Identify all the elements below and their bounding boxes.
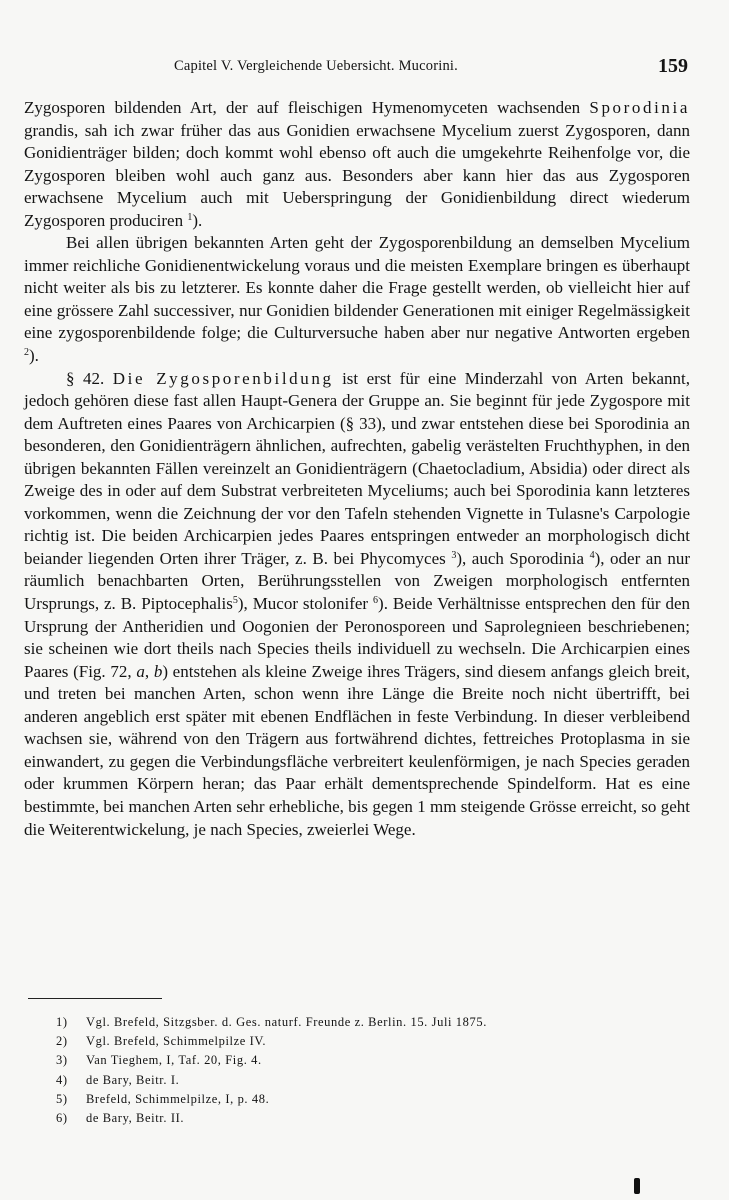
- section-number: § 42.: [66, 368, 113, 388]
- footnote-text: Vgl. Brefeld, Schimmelpilze IV.: [86, 1034, 267, 1049]
- text-run: Bei allen übrigen bekannten Arten geht der Zygosporenbildung an demselben Mycelium immer reichliche Gonidienentwickelung voraus und die meisten Exemplare bringen es überhaupt nicht weiter als bis zu letzterer. Es konnte daher die Frage gestellt werden, ob vielleicht hier auf eine grössere Zahl successiver, nur Gonidien bildender Generationen mit einiger Regelmässigkeit eine zygosporenbildende folge; die Culturversuche haben aber nur negative Antworten ergeben: [24, 233, 690, 343]
- figure-label-a: a: [136, 661, 145, 681]
- footnote-number: 1): [56, 1015, 68, 1029]
- footnote-text: de Bary, Beitr. II.: [86, 1111, 185, 1126]
- text-run: . Beide Verhältnisse entsprechen den für den Ursprung der Antheridien und Oogonien der Peronosporeen und Saprolegnieen beschriebenen; sie scheinen wie dort theils nach Species theils individuell zu wechseln. Die Archicarpien eines Paares (Fig. 72,: [24, 594, 690, 681]
- footnote-ref-4: 4: [589, 549, 595, 561]
- text-run: ,: [144, 661, 154, 681]
- footnote: [56, 1032, 676, 1051]
- text-run: ) entstehen als kleine Zweige ihres Trägers, sind diesem anfangs gleich breit, und treten bei manchen Arten, schon wenn ihre Länge die Breite noch nicht übertrifft, bei anderen angeblich erst später mit ebenen Endflächen in feste Verbindung. In dieser verbleibend wachsen sie, während von den Trägern aus fortwährend dichtes, fettreiches Protoplasma in sie einwandert, zu gegen die Verbindungsfläche verbreitert keulenförmigen, je nach Species geraden oder krummen Körpern heran; das Paar erhält dementsprechende Spindelform. Hat es eine bestimmte, bei manchen Arten sehr erhebliche, bis gegen 1 mm steigende Grösse erreicht, so geht die Weiterentwickelung, je nach Species, zweierlei Wege.: [24, 661, 690, 839]
- text-run: Zygosporen bildenden Art, der auf fleischigen Hymenomyceten wachsenden: [24, 98, 590, 117]
- footnote-number: 5): [56, 1091, 68, 1106]
- spaced-genus-name: Sporodinia: [589, 98, 690, 117]
- text-run: ist erst für eine Minderzahl von Arten bekannt, jedoch gehören diese fast allen Haupt-Genera der Gruppe an. Sie beginnt für jede Zygospore mit dem Auftreten eines Paares von Archicarpien (§ 33), und zwar entstehen diese bei Sporodinia an besonderen, den Gonidienträgern ähnlichen, aufrechten, gabelig verästelten Fruchthyphen, in den übrigen bekannten Fällen vereinzelt an Gonidienträgern (Chaetocladium, Absidia) oder direct als Zweige des in oder auf dem Substrat verbreiteten Myceliums; auch bei Sporodinia kann letzteres vorkommen, wenn die Zeichnung der vor den Tafeln stehenden Vignette in Tulasne's Carpologie richtig ist. Die beiden Archicarpien jedes Paares entspringen entweder an morphologisch dicht beiander liegenden Orten ihrer Träger, z. B. bei Phycomyces: [24, 368, 690, 568]
- footnote-number: 6): [56, 1111, 68, 1126]
- footnotes: [56, 1013, 676, 1128]
- main-text: [24, 97, 690, 841]
- spaced-heading: Die Zygosporenbildung: [112, 368, 334, 388]
- footnote: [56, 1109, 676, 1128]
- footnote-ref-6: 6: [373, 595, 379, 607]
- running-title: Capitel V. Vergleichende Uebersicht. Mucorini.: [174, 58, 458, 74]
- footnote-divider: [28, 998, 162, 999]
- footnote: [56, 1071, 676, 1090]
- footnote-number: 3): [56, 1053, 68, 1068]
- footnote-number: 2): [56, 1034, 68, 1049]
- footnote-ref-3: 3: [451, 549, 457, 561]
- ink-mark: [634, 1178, 640, 1194]
- paragraph-1: Zygosporen bildenden Art, der auf fleischigen Hymenomyceten wachsenden Sporodinia grandis, sah ich zwar früher das aus Gonidien erwachsene Mycelium zuerst Zygosporen, dann Gonidienträger bilden; doch kommt wohl ebenso oft auch die umgekehrte Reihenfolge vor, die Zygosporen bleiben wohl auch ganz aus. Besonders aber kann hier das aus Zygosporen erwachsene Mycelium auch mit Ueberspringung der Gonidienbildung direct wiederum Zygosporen produciren $^1$).: [24, 98, 690, 230]
- footnote: [56, 1090, 676, 1109]
- footnote-number: 4): [56, 1072, 68, 1087]
- text-run: .: [198, 210, 203, 230]
- text-run: grandis, sah ich zwar früher das aus Gonidien erwachsene Mycelium zuerst Zygosporen, dann Gonidienträger bilden; doch kommt wohl ebenso oft auch die umgekehrte Reihenfolge vor, die Zygosporen bleiben wohl auch ganz aus. Besonders aber kann hier das aus Zygosporen erwachsene Mycelium auch mit Ueberspringung der Gonidienbildung direct wiederum Zygosporen produciren: [24, 120, 690, 230]
- paragraph-3: § 42. Die Zygosporenbildung ist erst für eine Minderzahl von Arten bekannt, jedoch gehören diese fast allen Haupt-Genera der Gruppe an. Sie beginnt für jede Zygospore mit dem Auftreten eines Paares von Archicarpien (§ 33), und zwar entstehen diese bei Sporodinia an besonderen, den Gonidienträgern ähnlichen, aufrechten, gabelig verästelten Fruchthyphen, in den übrigen bekannten Fällen vereinzelt an Gonidienträgern (Chaetocladium, Absidia) oder direct als Zweige des in oder auf dem Substrat verbreiteten Myceliums; auch bei Sporodinia kann letzteres vorkommen, wenn die Zeichnung der vor den Tafeln stehenden Vignette in Tulasne's Carpologie richtig ist. Die beiden Archicarpien jedes Paares entspringen entweder an morphologisch dicht beiander liegenden Orten ihrer Träger, z. B. bei Phycomyces $^3$), auch Sporodinia $^4$), oder an nur räumlich benachbarten Orten, Berührungsstellen von Zweigen morphologisch entfernten Ursprungs, z. B. Piptocephalis$^5$), Mucor stolonifer $^6$). Beide Verhältnisse entsprechen den für den Ursprung der Antheridien und Oogonien der Peronosporeen und Saprolegnieen beschriebenen; sie scheinen wie dort theils nach Species theils individuell zu wechseln. Die Archicarpien eines Paares (Fig. 72, a, b) entstehen als kleine Zweige ihres Trägers, sind diesem anfangs gleich breit, und treten bei manchen Arten, schon wenn ihre Länge die Breite noch nicht übertrifft, bei anderen angeblich erst später mit ebenen Endflächen in feste Verbindung. In dieser verbleibend wachsen sie, während von den Trägern aus fortwährend dichtes, fettreiches Protoplasma in sie einwandert, zu gegen die Verbindungsfläche verbreitert keulenförmigen, je nach Species geraden oder krummen Körpern heran; das Paar erhält dementsprechende Spindelform. Hat es eine bestimmte, bei manchen Arten sehr erhebliche, bis gegen 1 mm steigende Grösse erreicht, so geht die Weiterentwickelung, je nach Species, zweierlei Wege.: [24, 368, 691, 839]
- text-run: , oder an nur räumlich benachbarten Orten, Berührungsstellen von Zweigen morphologisch entfernten Ursprungs, z. B. Piptocephalis: [24, 548, 691, 614]
- running-header: [24, 55, 690, 80]
- paragraph-2: Bei allen übrigen bekannten Arten geht der Zygosporenbildung an demselben Mycelium immer reichliche Gonidienentwickelung voraus und die meisten Exemplare bringen es überhaupt nicht weiter als bis zu letzterer. Es konnte daher die Frage gestellt werden, ob vielleicht hier auf eine grössere Zahl successiver, nur Gonidien bildender Generationen mit einiger Regelmässigkeit eine zygosporenbildende folge; die Culturversuche haben aber nur negative Antworten ergeben $^2$).: [24, 233, 690, 366]
- text-run: , auch Sporodinia: [461, 548, 585, 568]
- page-number: 159: [658, 55, 688, 77]
- text-run: , Mucor stolonifer: [243, 594, 369, 614]
- text-run: .: [34, 346, 39, 366]
- footnote-ref-5: 5: [232, 595, 238, 607]
- footnote: [56, 1051, 676, 1070]
- footnote-ref-1: 1: [187, 211, 193, 223]
- footnote-text: de Bary, Beitr. I.: [86, 1072, 180, 1087]
- footnote-text: Vgl. Brefeld, Sitzgsber. d. Ges. naturf. Freunde z. Berlin. 15. Juli 1875.: [86, 1015, 487, 1029]
- figure-label-b: b: [153, 661, 163, 681]
- footnote-text: Van Tieghem, I, Taf. 20, Fig. 4.: [86, 1053, 262, 1068]
- footnote-ref-2: 2: [24, 347, 29, 359]
- footnote: [56, 1013, 676, 1032]
- footnote-text: Brefeld, Schimmelpilze, I, p. 48.: [86, 1091, 270, 1106]
